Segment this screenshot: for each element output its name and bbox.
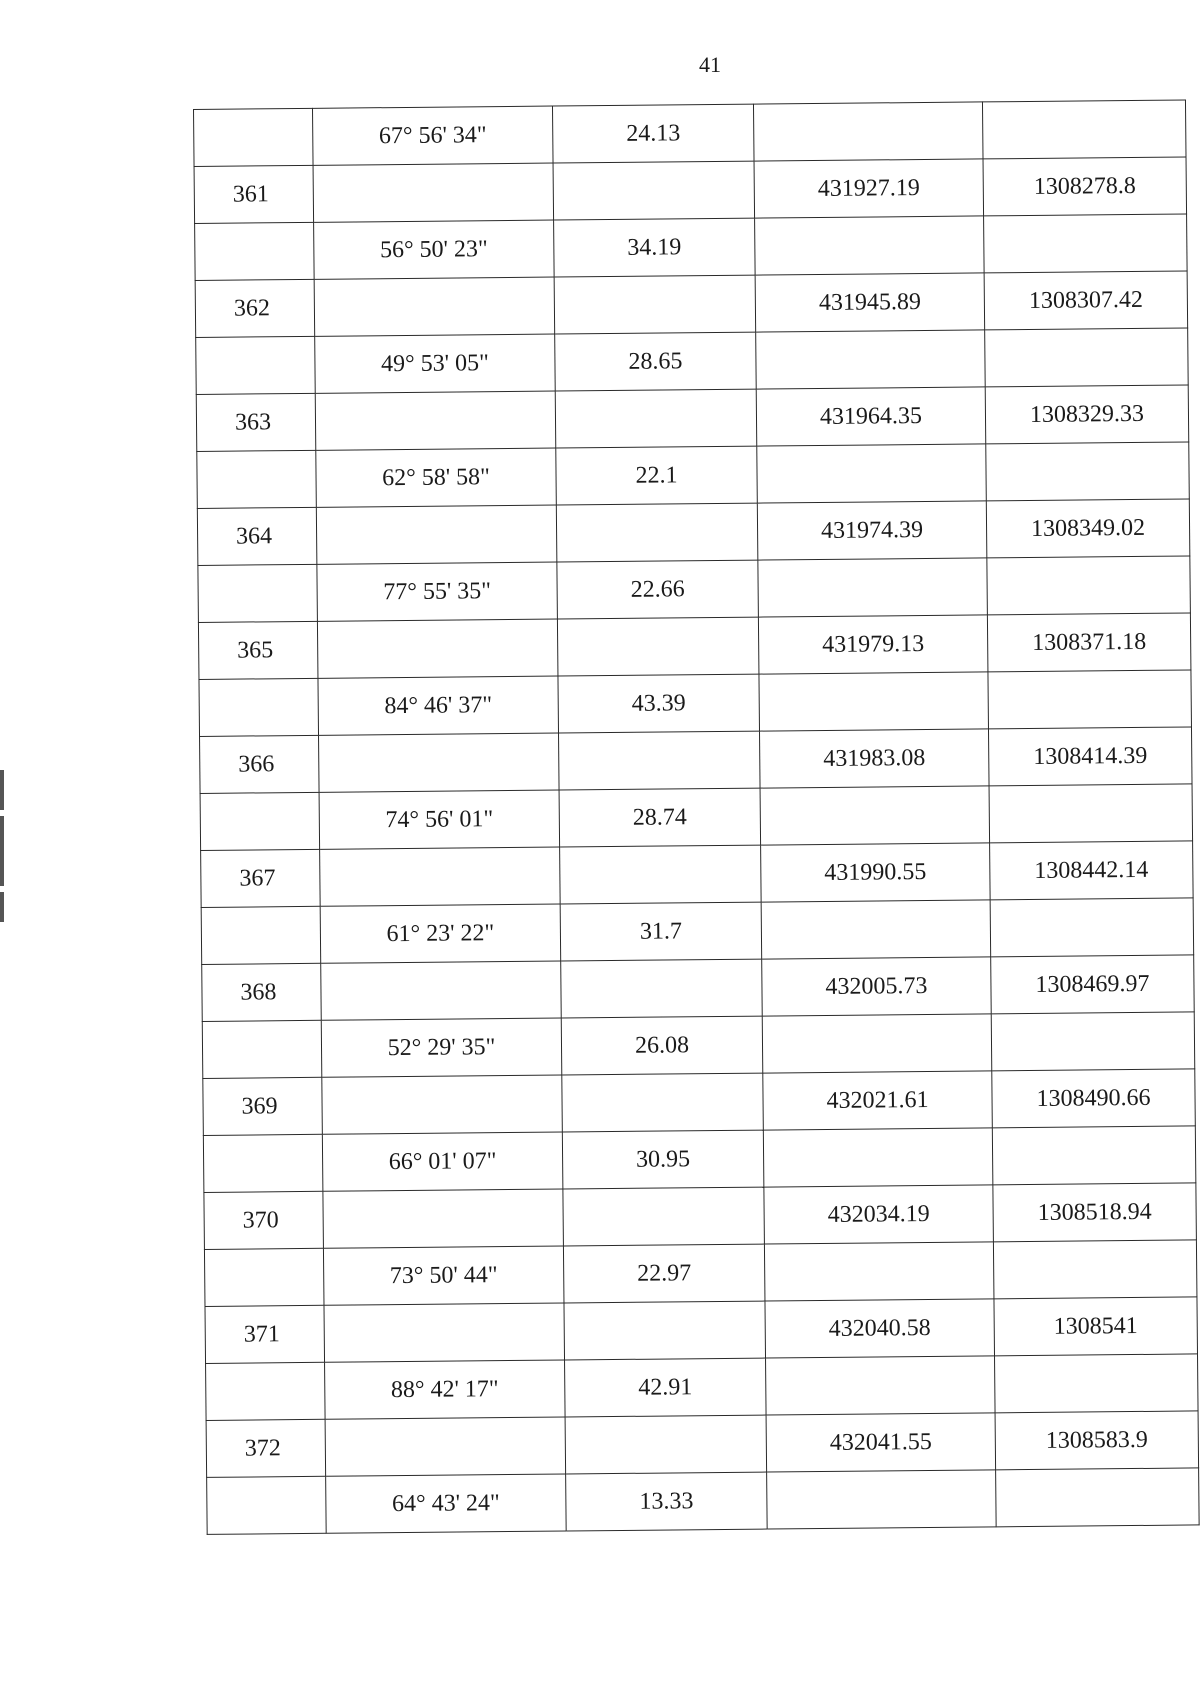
coordinate-y-cell (990, 898, 1194, 957)
distance-cell: 26.08 (561, 1016, 763, 1075)
distance-cell (559, 731, 761, 790)
distance-cell: 22.97 (563, 1244, 765, 1303)
point-number-cell: 370 (204, 1191, 324, 1249)
distance-cell: 13.33 (566, 1472, 768, 1531)
coordinate-y-cell (982, 100, 1186, 159)
table-row-segment (203, 1126, 1196, 1193)
distance-cell: 43.39 (558, 674, 760, 733)
coordinate-x-cell: 432040.58 (765, 1299, 995, 1358)
bearing-cell: 61° 23' 22" (320, 904, 561, 963)
point-number-cell (207, 1476, 327, 1534)
table-row-segment (195, 214, 1188, 281)
coordinate-y-cell: 1308490.66 (992, 1069, 1196, 1128)
coordinate-x-cell (761, 900, 991, 959)
point-number-cell (196, 336, 316, 394)
coordinate-x-cell: 431990.55 (761, 843, 991, 902)
coordinate-x-cell: 432005.73 (762, 957, 992, 1016)
coordinate-x-cell: 432021.61 (763, 1071, 993, 1130)
coordinate-y-cell (989, 784, 1193, 843)
bearing-cell: 66° 01' 07" (322, 1132, 563, 1191)
coordinate-x-cell (760, 786, 990, 845)
coordinate-x-cell (757, 444, 987, 503)
point-number-cell (195, 222, 315, 280)
point-number-cell: 366 (200, 735, 320, 793)
point-number-cell (194, 108, 314, 166)
table-row-point (205, 1297, 1198, 1364)
table-row-segment (194, 100, 1187, 167)
bearing-cell: 62° 58' 58" (316, 448, 557, 507)
distance-cell (554, 275, 756, 334)
coordinate-y-cell (991, 1012, 1195, 1071)
coordinate-y-cell (988, 670, 1192, 729)
coordinate-y-cell (996, 1468, 1200, 1527)
table-row-segment (197, 442, 1190, 509)
point-number-cell (202, 1020, 322, 1078)
bearing-cell (320, 847, 561, 906)
bearing-cell: 73° 50' 44" (323, 1246, 564, 1305)
bearing-cell: 88° 42' 17" (325, 1360, 566, 1419)
coordinate-y-cell: 1308469.97 (991, 955, 1195, 1014)
coordinate-x-cell: 431979.13 (758, 615, 988, 674)
table-row-segment (204, 1240, 1197, 1307)
distance-cell: 31.7 (560, 902, 762, 961)
table-row-segment (201, 898, 1194, 965)
bearing-cell (319, 733, 560, 792)
point-number-cell (204, 1248, 324, 1306)
point-number-cell: 372 (206, 1419, 326, 1477)
coordinate-x-cell: 431974.39 (757, 501, 987, 560)
distance-cell: 42.91 (565, 1358, 767, 1417)
distance-cell: 22.1 (556, 446, 758, 505)
distance-cell (561, 959, 763, 1018)
distance-cell: 28.65 (555, 332, 757, 391)
point-number-cell (197, 450, 317, 508)
distance-cell: 28.74 (559, 788, 761, 847)
bearing-cell: 84° 46' 37" (318, 676, 559, 735)
coordinate-x-cell: 431945.89 (755, 273, 985, 332)
distance-cell (564, 1301, 766, 1360)
coordinate-y-cell: 1308442.14 (990, 841, 1194, 900)
coordinate-x-cell (755, 216, 985, 275)
table-row-point (197, 499, 1190, 566)
coordinate-x-cell (767, 1470, 997, 1529)
table-row-point (195, 271, 1188, 338)
distance-cell (556, 503, 758, 562)
distance-cell (553, 161, 755, 220)
bearing-cell (313, 163, 554, 222)
point-number-cell: 369 (203, 1077, 323, 1135)
page-number: 41 (699, 52, 721, 77)
point-number-cell (199, 678, 319, 736)
distance-cell (555, 389, 757, 448)
coordinate-y-cell (984, 214, 1188, 273)
bearing-cell (314, 277, 555, 336)
table-row-point (202, 955, 1195, 1022)
distance-cell (557, 617, 759, 676)
point-number-cell (200, 792, 320, 850)
coordinate-x-cell (753, 102, 983, 161)
coordinate-y-cell: 1308583.9 (995, 1411, 1199, 1470)
distance-cell: 24.13 (552, 104, 754, 163)
coordinate-x-cell: 431983.08 (759, 729, 989, 788)
coordinate-y-cell: 1308278.8 (983, 157, 1187, 216)
bearing-cell (322, 1075, 563, 1134)
table-row-segment (202, 1012, 1195, 1079)
table-row-segment (206, 1354, 1199, 1421)
table-row-point (194, 157, 1187, 224)
coordinate-y-cell (987, 556, 1191, 615)
point-number-cell (198, 564, 318, 622)
coordinate-y-cell: 1308307.42 (984, 271, 1188, 330)
bearing-cell: 64° 43' 24" (326, 1474, 567, 1533)
table-row-point (203, 1069, 1196, 1136)
coordinate-y-cell: 1308414.39 (988, 727, 1192, 786)
point-number-cell: 364 (197, 507, 317, 565)
distance-cell: 22.66 (557, 560, 759, 619)
table-row-segment (199, 670, 1192, 737)
scan-edge-marks (0, 770, 6, 1030)
bearing-cell (316, 505, 557, 564)
coordinate-y-cell: 1308371.18 (987, 613, 1191, 672)
point-number-cell: 368 (202, 963, 322, 1021)
coordinate-y-cell (992, 1126, 1196, 1185)
table-row-segment (198, 556, 1191, 623)
coordinate-y-cell (993, 1240, 1197, 1299)
bearing-cell (325, 1417, 566, 1476)
coordinate-x-cell: 432041.55 (766, 1413, 996, 1472)
distance-cell (562, 1073, 764, 1132)
distance-cell (563, 1187, 765, 1246)
coordinate-x-cell: 431927.19 (754, 159, 984, 218)
point-number-cell: 363 (196, 393, 316, 451)
coordinate-y-cell: 1308329.33 (985, 385, 1189, 444)
table-row-point (204, 1183, 1197, 1250)
coordinate-x-cell (758, 558, 988, 617)
bearing-cell (323, 1189, 564, 1248)
bearing-cell: 56° 50' 23" (314, 220, 555, 279)
coordinate-x-cell (766, 1356, 996, 1415)
point-number-cell (206, 1362, 326, 1420)
coordinate-y-cell (985, 328, 1189, 387)
bearing-cell: 52° 29' 35" (321, 1018, 562, 1077)
table-row-segment (200, 784, 1193, 851)
point-number-cell: 367 (201, 849, 321, 907)
bearing-cell: 49° 53' 05" (315, 334, 556, 393)
bearing-cell (324, 1303, 565, 1362)
table-row-point (200, 727, 1193, 794)
coordinate-x-cell (756, 330, 986, 389)
point-number-cell: 362 (195, 279, 315, 337)
table-row-point (196, 385, 1189, 452)
distance-cell (560, 845, 762, 904)
coordinate-x-cell: 432034.19 (764, 1185, 994, 1244)
distance-cell: 34.19 (554, 218, 756, 277)
survey-coordinates-table (193, 99, 1200, 1534)
table-row-segment (207, 1468, 1200, 1535)
coordinate-x-cell (762, 1014, 992, 1073)
coordinate-y-cell (995, 1354, 1199, 1413)
coordinate-y-cell (986, 442, 1190, 501)
coordinate-x-cell (764, 1242, 994, 1301)
bearing-cell: 67° 56' 34" (312, 106, 553, 165)
bearing-cell: 77° 55' 35" (317, 562, 558, 621)
point-number-cell: 371 (205, 1305, 325, 1363)
coordinate-y-cell: 1308518.94 (993, 1183, 1197, 1242)
coordinate-y-cell: 1308349.02 (986, 499, 1190, 558)
table-row-point (198, 613, 1191, 680)
point-number-cell: 361 (194, 165, 314, 223)
bearing-cell (317, 619, 558, 678)
coordinate-y-cell: 1308541 (994, 1297, 1198, 1356)
table-row-segment (196, 328, 1189, 395)
survey-table-container (193, 99, 1199, 1534)
table-body (194, 100, 1200, 1534)
bearing-cell (315, 391, 556, 450)
coordinate-x-cell (759, 672, 989, 731)
point-number-cell (203, 1134, 323, 1192)
bearing-cell: 74° 56' 01" (319, 790, 560, 849)
table-row-point (206, 1411, 1199, 1478)
point-number-cell (201, 906, 321, 964)
coordinate-x-cell: 431964.35 (756, 387, 986, 446)
coordinate-x-cell (763, 1128, 993, 1187)
table-row-point (201, 841, 1194, 908)
distance-cell: 30.95 (562, 1130, 764, 1189)
distance-cell (565, 1415, 767, 1474)
point-number-cell: 365 (198, 621, 318, 679)
bearing-cell (321, 961, 562, 1020)
